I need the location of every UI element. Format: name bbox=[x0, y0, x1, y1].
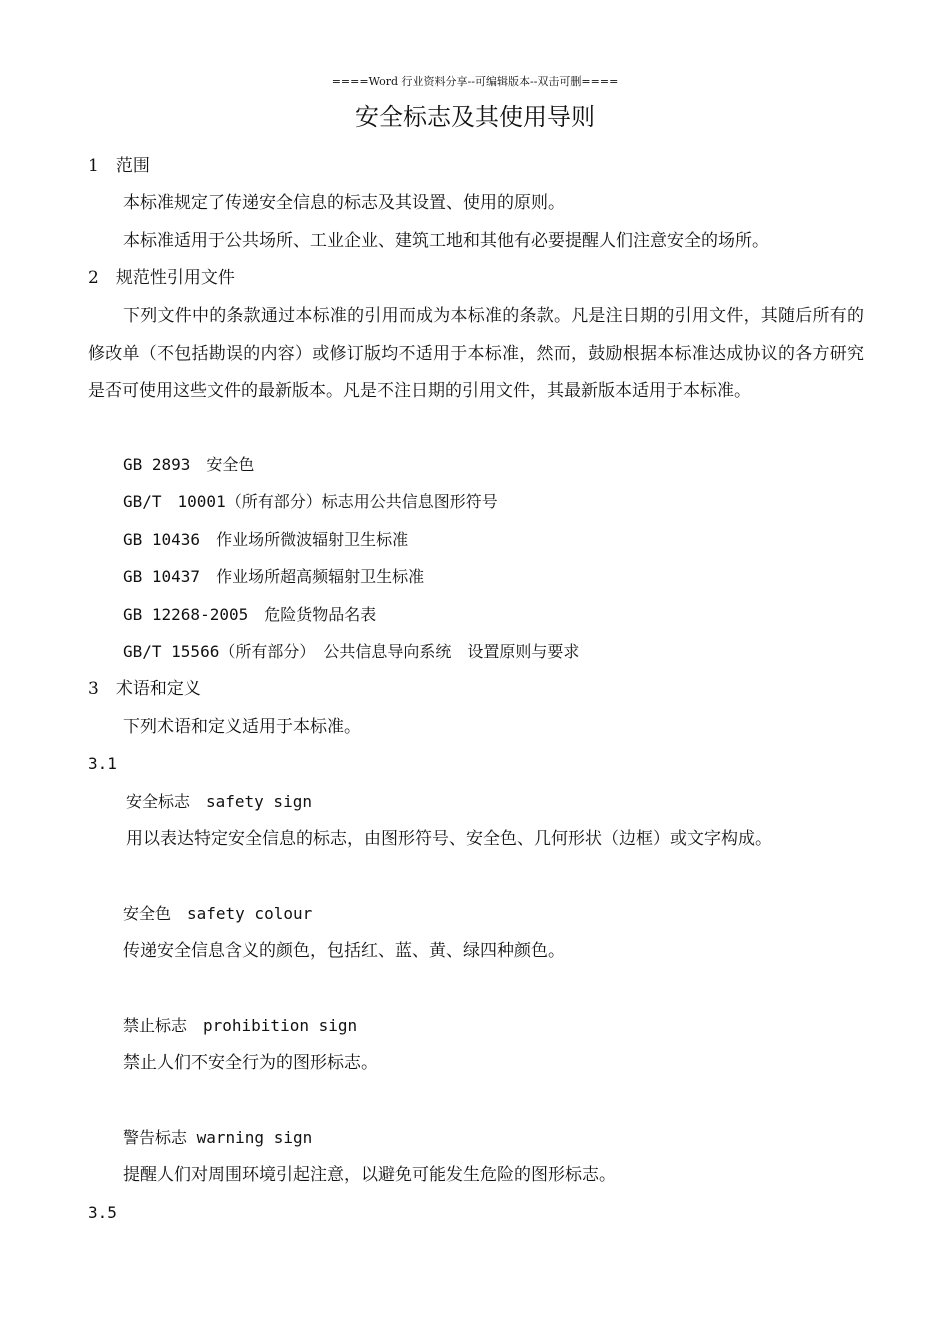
reference-item: GB 12268-2005 危险货物品名表 bbox=[123, 605, 377, 624]
page-title: 安全标志及其使用导则 bbox=[355, 103, 595, 131]
term-definition: 传递安全信息含义的颜色，包括红、蓝、黄、绿四种颜色。 bbox=[123, 941, 565, 961]
reference-item: GB/T 15566（所有部分） 公共信息导向系统 设置原则与要求 bbox=[123, 642, 580, 661]
term-title: 安全标志 safety sign bbox=[126, 792, 312, 811]
section-1-heading: 1 范围 bbox=[88, 156, 150, 176]
section-1-paragraph-1: 本标准规定了传递安全信息的标志及其设置、使用的原则。 bbox=[123, 193, 565, 213]
term-title: 禁止标志 prohibition sign bbox=[123, 1016, 358, 1035]
clause-number: 3.1 bbox=[88, 754, 117, 773]
header-note: ====Word 行业资料分享--可编辑版本--双击可删==== bbox=[331, 75, 619, 88]
section-3-heading: 3 术语和定义 bbox=[88, 679, 201, 699]
term-title: 安全色 safety colour bbox=[123, 904, 313, 923]
reference-item: GB 2893 安全色 bbox=[123, 455, 255, 474]
term-definition: 提醒人们对周围环境引起注意，以避免可能发生危险的图形标志。 bbox=[123, 1165, 616, 1185]
section-2-heading: 2 规范性引用文件 bbox=[88, 268, 235, 288]
reference-item: GB 10436 作业场所微波辐射卫生标准 bbox=[123, 530, 409, 549]
reference-item: GB 10437 作业场所超高频辐射卫生标准 bbox=[123, 567, 425, 586]
term-definition: 用以表达特定安全信息的标志，由图形符号、安全色、几何形状（边框）或文字构成。 bbox=[126, 829, 772, 849]
clause-number: 3.5 bbox=[88, 1203, 117, 1222]
term-title: 警告标志 warning sign bbox=[123, 1128, 313, 1147]
term-definition: 禁止人们不安全行为的图形标志。 bbox=[123, 1053, 378, 1073]
section-2-paragraph: 下列文件中的条款通过本标准的引用而成为本标准的条款。凡是注日期的引用文件，其随后所有的修改单（不包括勘误的内容）或修订版均不适用于本标准，然而，鼓励根据本标准达成协议的各方研究是否可使用这些文件的最新版本。凡是不注日期的引用文件，其最新版本适用于本标准。 bbox=[88, 306, 864, 401]
reference-item: GB/T 10001（所有部分）标志用公共信息图形符号 bbox=[123, 492, 498, 511]
section-3-intro: 下列术语和定义适用于本标准。 bbox=[123, 717, 361, 737]
section-1-paragraph-2: 本标准适用于公共场所、工业企业、建筑工地和其他有必要提醒人们注意安全的场所。 bbox=[123, 231, 769, 251]
